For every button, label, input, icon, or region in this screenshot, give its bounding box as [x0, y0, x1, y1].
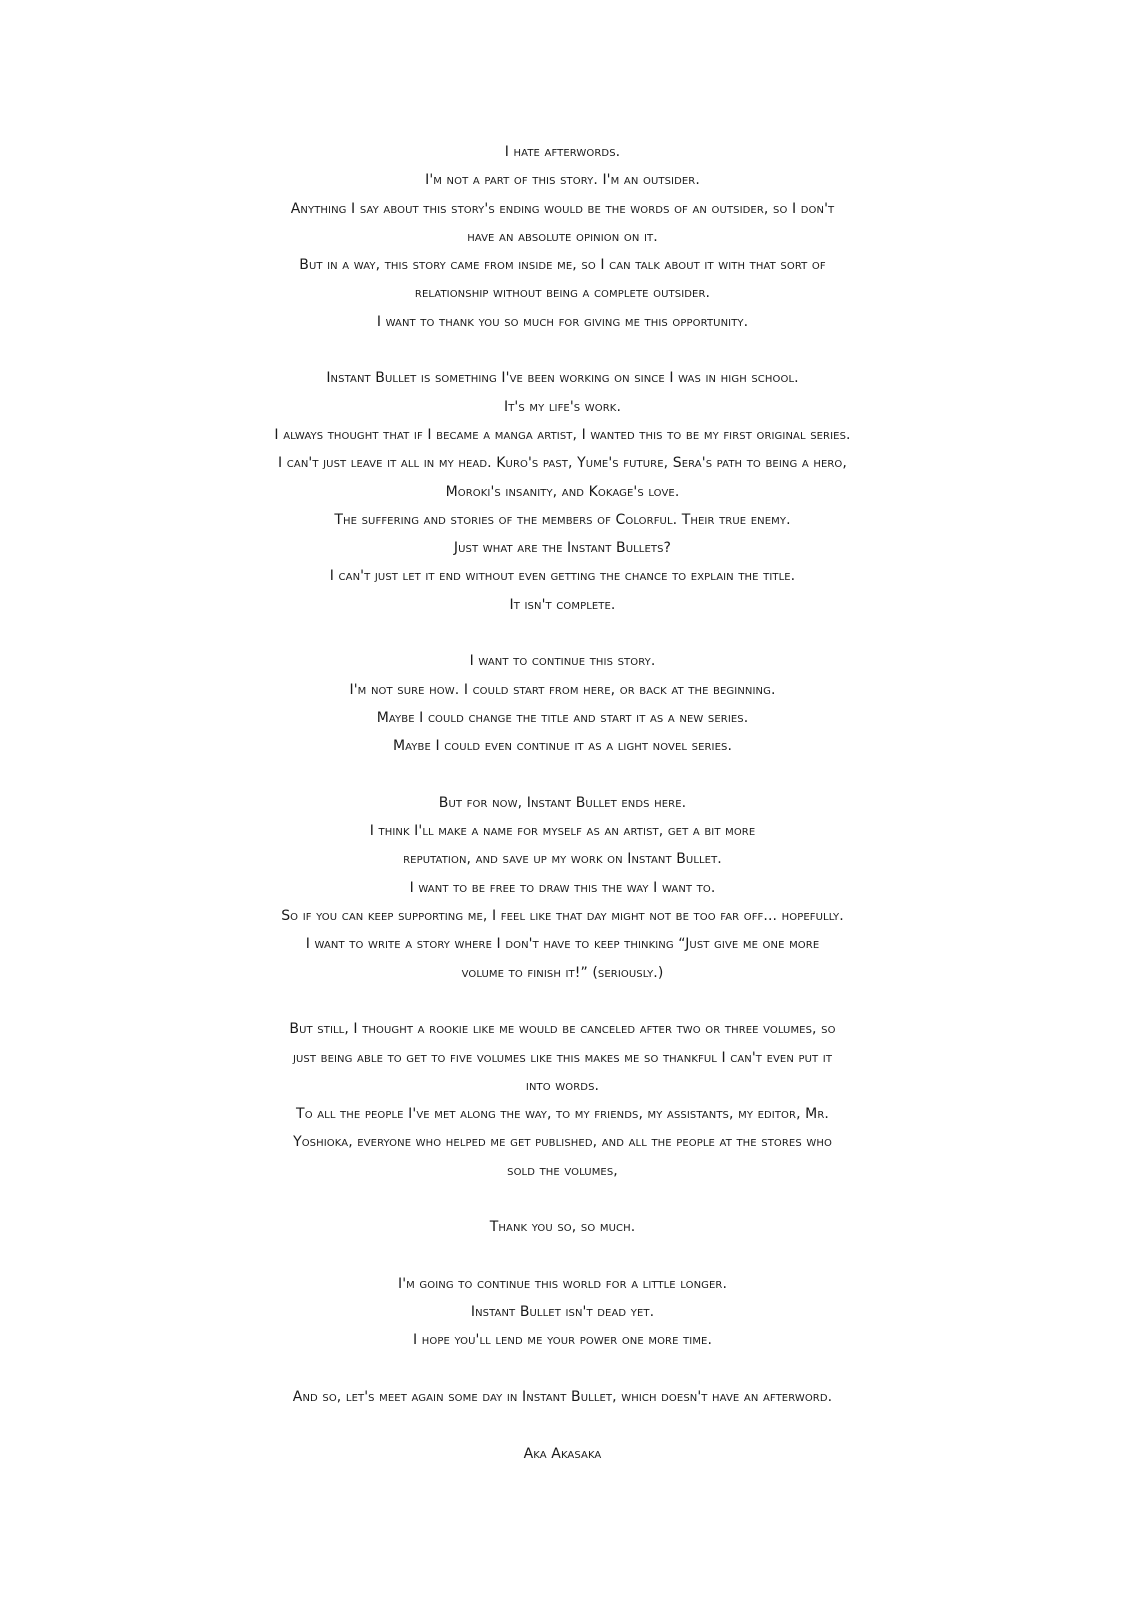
author-signature: Aka Akasaka: [523, 1445, 602, 1462]
text-line: into words.: [525, 1077, 600, 1094]
text-line: volume to finish it!” (seriously.): [461, 964, 664, 981]
text-line: Just what are the Instant Bullets?: [453, 540, 672, 557]
text-line: I want to continue this story.: [469, 653, 656, 670]
text-line: I hope you'll lend me your power one more time.: [412, 1332, 713, 1349]
text-line: It isn't complete.: [509, 596, 616, 613]
text-line: I can't just leave it all in my head. Kuro's past, Yume's future, Sera's path to being a hero,: [278, 455, 847, 472]
text-line: Maybe I could change the title and start it as a new series.: [376, 709, 749, 726]
paragraph-gap: [0, 1185, 1125, 1213]
paragraph-gap: [0, 987, 1125, 1015]
text-line: To all the people I've met along the way, to my friends, my assistants, my editor, Mr.: [296, 1106, 829, 1123]
paragraph-gap: [0, 619, 1125, 647]
text-line: I want to write a story where I don't have to keep thinking “Just give me one more: [305, 936, 820, 953]
text-line: Instant Bullet isn't dead yet.: [470, 1304, 655, 1321]
text-line: I always thought that if I became a manga artist, I wanted this to be my first original series.: [274, 426, 851, 443]
text-line: Anything I say about this story's ending would be the words of an outsider, so I don't: [290, 200, 835, 217]
text-line: I'm not sure how. I could start from here, or back at the beginning.: [349, 681, 776, 698]
text-line: Yoshioka, everyone who helped me get published, and all the people at the stores who: [293, 1134, 832, 1151]
paragraph-gap: [0, 1355, 1125, 1383]
text-line: I'm going to continue this world for a little longer.: [397, 1275, 728, 1292]
text-line: I can't just let it end without even getting the chance to explain the title.: [329, 568, 796, 585]
paragraph-gap: [0, 1411, 1125, 1439]
text-line: have an absolute opinion on it.: [467, 228, 658, 245]
text-line: But in a way, this story came from inside me, so I can talk about it with that sort of: [299, 257, 826, 274]
paragraph-gap: [0, 761, 1125, 789]
text-line: I want to be free to draw this the way I want to.: [409, 879, 716, 896]
text-line: relationship without being a complete outsider.: [414, 285, 711, 302]
text-line: It's my life's work.: [503, 398, 622, 415]
text-line: I hate afterwords.: [504, 144, 621, 160]
text-line: But for now, Instant Bullet ends here.: [438, 794, 687, 811]
afterword-page: [0, 138, 1125, 1468]
text-line: just being able to get to five volumes like this makes me so thankful I can't even put it: [292, 1049, 833, 1066]
text-line: Instant Bullet is something I've been working on since I was in high school.: [326, 370, 799, 387]
text-line: I want to thank you so much for giving me this opportunity.: [376, 313, 749, 330]
paragraph-gap: [0, 336, 1125, 364]
paragraph-gap: [0, 1242, 1125, 1270]
text-line: Moroki's insanity, and Kokage's love.: [445, 483, 680, 500]
text-line: The suffering and stories of the members of Colorful. Their true enemy.: [334, 511, 791, 528]
text-line: I think I'll make a name for myself as an artist, get a bit more: [369, 823, 756, 840]
text-line: reputation, and save up my work on Instant Bullet.: [403, 851, 722, 868]
text-line: sold the volumes,: [507, 1162, 618, 1179]
text-line: Thank you so, so much.: [489, 1219, 636, 1236]
text-line: And so, let's meet again some day in Instant Bullet, which doesn't have an afterword.: [292, 1389, 833, 1406]
text-line: I'm not a part of this story. I'm an outsider.: [425, 172, 700, 189]
text-line: Maybe I could even continue it as a light novel series.: [392, 738, 733, 755]
text-line: But still, I thought a rookie like me would be canceled after two or three volumes, so: [289, 1021, 836, 1038]
text-line: So if you can keep supporting me, I feel like that day might not be too far off... hopefully.: [281, 908, 844, 925]
